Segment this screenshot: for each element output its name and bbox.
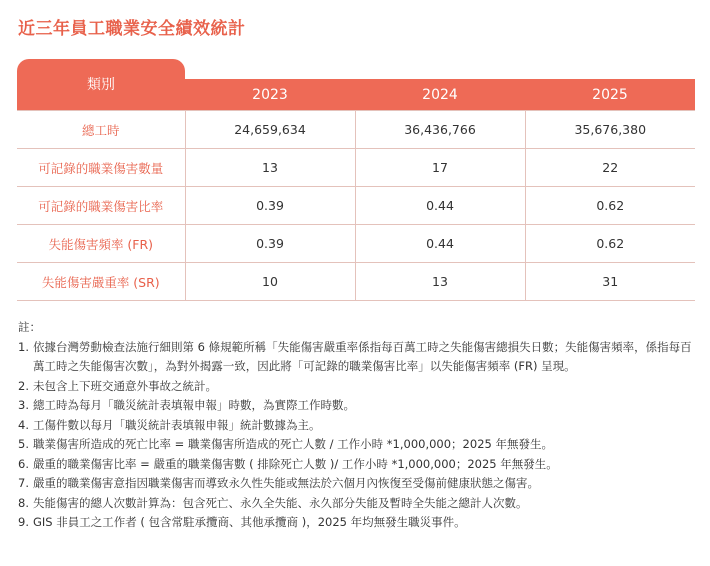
footnote-item [18,513,702,533]
footnote-item [18,494,702,514]
row-label: 失能傷害頻率 (FR) [17,225,185,263]
footnote-number: 7. [18,476,29,490]
footnote-number: 1. [18,339,29,354]
table-cell: 0.62 [525,225,695,263]
footnote-text: 職業傷害所造成的死亡比率 = 職業傷害所造成的死亡人數 / 工作小時 *1,000,000；2025 年無發生。 [33,437,553,451]
footnote-item [18,474,702,494]
footnote-number: 2. [18,378,29,393]
footnote-text: GIS 非員工之工作者 ( 包含常駐承攬商、其他承攬商 )，2025 年均無發生職災事件。 [33,515,466,529]
table-row [17,225,695,263]
table-cell: 22 [525,149,695,187]
footnote-item [18,396,702,416]
year-header-2025: 2025 [525,79,695,110]
footnotes-heading: 註： [18,320,41,334]
footnote-item [18,435,702,455]
footnote-item [18,416,702,436]
table-row [17,111,695,149]
footnote-number: 5. [18,437,29,451]
table-cell: 0.44 [355,225,525,263]
footnote-list [18,338,702,533]
footnote-text: 嚴重的職業傷害比率 = 嚴重的職業傷害數 ( 排除死亡人數 )/ 工作小時 *1,000,000；2025 年無發生。 [33,456,558,471]
footnote-number: 9. [18,515,29,529]
footnote-number: 8. [18,495,29,510]
page-title: 近三年員工職業安全績效統計 [18,19,246,39]
table-cell: 10 [185,263,355,301]
table-cell: 17 [355,149,525,187]
year-header-2024: 2024 [355,79,525,110]
footnote-item [18,377,702,397]
table-row [17,187,695,225]
footnote-text: 嚴重的職業傷害意指因職業傷害而導致永久性失能或無法於六個月內恢復至受傷前健康狀態之傷害。 [33,476,539,490]
footnote-item [18,338,702,377]
table-cell: 0.39 [185,225,355,263]
table-header-row [17,59,695,111]
row-label: 可記錄的職業傷害數量 [17,149,185,187]
safety-stats-table-wrap [17,59,695,301]
footnote-text: 工傷件數以每月「職災統計表填報申報」統計數據為主。 [33,417,321,432]
row-label: 可記錄的職業傷害比率 [17,187,185,225]
table-cell: 31 [525,263,695,301]
table-row [17,149,695,187]
footnote-text: 依據台灣勞動檢查法施行細則第 6 條規範所稱「失能傷害嚴重率係指每百萬工時之失能傷害總損失日數；失能傷害頻率，係指每百萬工時之失能傷害次數」，為對外揭露一致，因此將「可記錄的職業傷害比率」以失能傷害頻率 (FR) 呈現。 [33,339,692,373]
table-row [17,263,695,301]
category-header: 類別 [17,59,185,110]
table-cell: 0.62 [525,187,695,225]
row-label: 失能傷害嚴重率 (SR) [17,263,185,301]
footnote-item [18,455,702,475]
footnote-text: 失能傷害的總人次數計算為：包含死亡、永久全失能、永久部分失能及暫時全失能之總計人次數。 [33,495,528,510]
table-cell: 13 [355,263,525,301]
footnote-text: 總工時為每月「職災統計表填報申報」時數，為實際工作時數。 [33,398,355,412]
footnote-number: 3. [18,398,29,412]
row-label: 總工時 [17,111,185,149]
table-cell: 0.39 [185,187,355,225]
safety-stats-table [17,59,695,301]
year-header-cell [185,59,355,111]
table-cell: 24,659,634 [185,111,355,149]
year-header-2023: 2023 [185,79,355,110]
table-cell: 13 [185,149,355,187]
footnote-number: 6. [18,456,29,471]
category-header-cell [17,59,185,111]
year-header-cell [355,59,525,111]
footnote-number: 4. [18,417,29,432]
footnotes [18,318,702,533]
table-cell: 36,436,766 [355,111,525,149]
footnote-text: 未包含上下班交通意外事故之統計。 [33,378,217,393]
table-cell: 0.44 [355,187,525,225]
year-header-cell [525,59,695,111]
table-cell: 35,676,380 [525,111,695,149]
